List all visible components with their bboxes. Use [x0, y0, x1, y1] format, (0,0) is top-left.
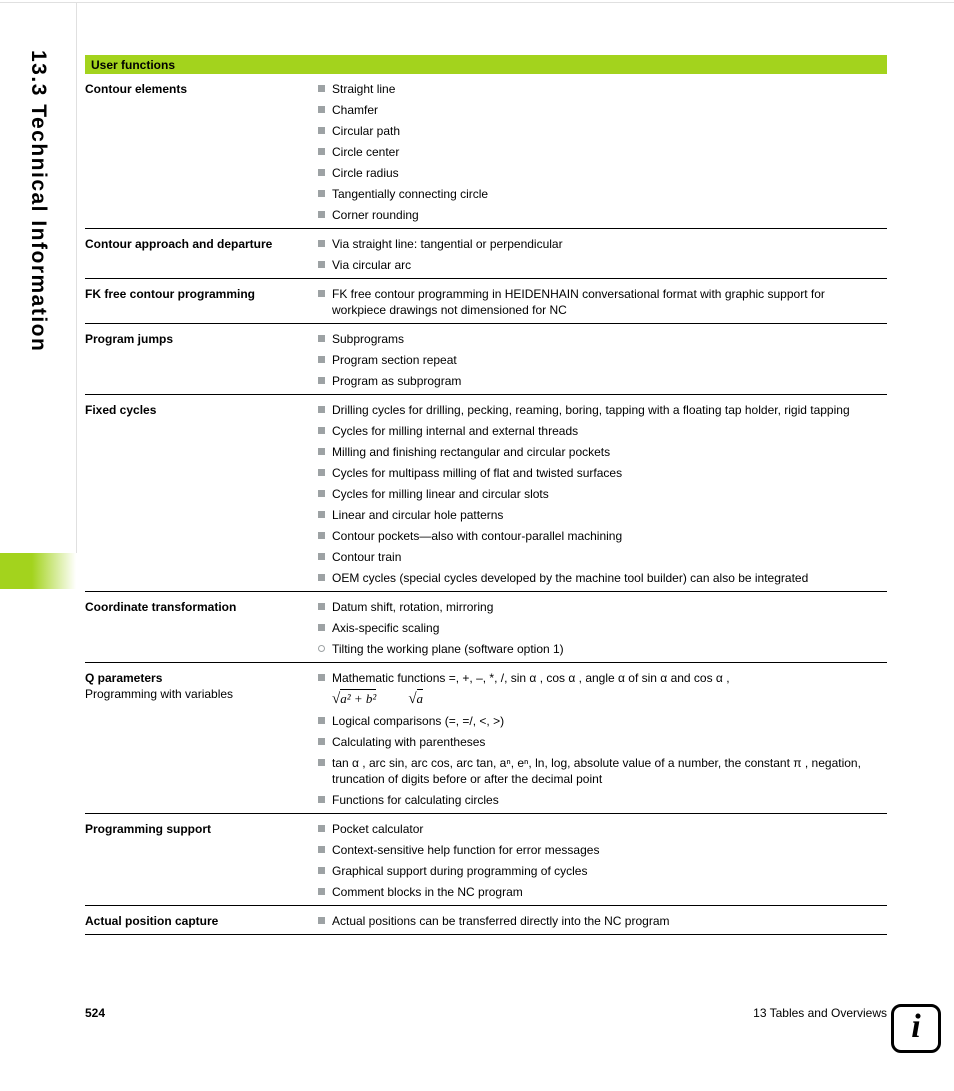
- row-label: [85, 331, 318, 394]
- row-item-list: [318, 821, 887, 905]
- square-bullet-icon: [318, 261, 325, 268]
- list-item-text: FK free contour programming in HEIDENHAIN conversational format with graphic support for workpiece drawings not dimensioned for NC: [332, 287, 825, 317]
- list-item-text: Cycles for milling linear and circular slots: [332, 487, 549, 501]
- list-item: [318, 102, 877, 118]
- list-item-text: Logical comparisons (=, =/, <, >): [332, 714, 505, 728]
- row-label-text: Programming support: [85, 822, 212, 836]
- list-item: [318, 863, 877, 879]
- list-item-text: Via circular arc: [332, 258, 412, 272]
- row-label-text: Fixed cycles: [85, 403, 157, 417]
- row-item-list: [318, 236, 887, 278]
- list-item-text: Subprograms: [332, 332, 405, 346]
- list-item: [318, 331, 877, 347]
- list-item-text: Program as subprogram: [332, 374, 462, 388]
- row-label: [85, 599, 318, 662]
- square-bullet-icon: [318, 290, 325, 297]
- square-bullet-icon: [318, 917, 325, 924]
- table-row: [85, 229, 887, 279]
- sqrt-expressions: [332, 689, 877, 708]
- page-edge-line-top: [0, 2, 954, 3]
- row-label: [85, 286, 318, 323]
- square-bullet-icon: [318, 148, 325, 155]
- square-bullet-icon: [318, 240, 325, 247]
- list-item-text: Milling and finishing rectangular and circular pockets: [332, 445, 611, 459]
- square-bullet-icon: [318, 469, 325, 476]
- list-item-text: Pocket calculator: [332, 822, 424, 836]
- list-item: [318, 670, 877, 686]
- square-bullet-icon: [318, 511, 325, 518]
- page-edge-line-left: [76, 2, 77, 553]
- row-sublabel-text: Programming with variables: [85, 687, 234, 701]
- row-label: [85, 670, 318, 813]
- radical-sign: √: [332, 691, 341, 707]
- list-item-text: Tilting the working plane (software option 1): [332, 642, 564, 656]
- table-row: [85, 74, 887, 229]
- list-item: [318, 913, 877, 929]
- square-bullet-icon: [318, 85, 325, 92]
- square-bullet-icon: [318, 888, 325, 895]
- table-row: [85, 663, 887, 814]
- square-bullet-icon: [318, 190, 325, 197]
- list-item: [318, 486, 877, 502]
- list-item-text: Linear and circular hole patterns: [332, 508, 504, 522]
- list-item-text: Program section repeat: [332, 353, 457, 367]
- sqrt-expression: [408, 691, 423, 706]
- list-item: [318, 373, 877, 389]
- square-bullet-icon: [318, 427, 325, 434]
- table-row: [85, 324, 887, 395]
- square-bullet-icon: [318, 106, 325, 113]
- list-item-text: Mathematic functions =, +, –, *, /, sin α , cos α , angle α of sin α and cos α ,: [332, 671, 730, 685]
- list-item-text: Tangentially connecting circle: [332, 187, 489, 201]
- list-item: [318, 599, 877, 615]
- square-bullet-icon: [318, 169, 325, 176]
- list-item: [318, 352, 877, 368]
- info-icon-glyph: i: [911, 1008, 921, 1045]
- row-item-list: [318, 81, 887, 228]
- table-row: [85, 279, 887, 324]
- list-item: [318, 507, 877, 523]
- square-bullet-icon: [318, 356, 325, 363]
- list-item: [318, 423, 877, 439]
- list-item: [318, 165, 877, 181]
- square-bullet-icon: [318, 759, 325, 766]
- square-bullet-icon: [318, 377, 325, 384]
- row-label: [85, 402, 318, 591]
- square-bullet-icon: [318, 211, 325, 218]
- list-item: [318, 734, 877, 750]
- list-item: [318, 465, 877, 481]
- list-item-text: Contour pockets—also with contour-parallel machining: [332, 529, 623, 543]
- info-icon: [891, 1004, 941, 1053]
- list-item-text: Graphical support during programming of cycles: [332, 864, 588, 878]
- list-item: [318, 186, 877, 202]
- square-bullet-icon: [318, 717, 325, 724]
- square-bullet-icon: [318, 796, 325, 803]
- list-item: [318, 402, 877, 418]
- square-bullet-icon: [318, 127, 325, 134]
- list-item-text: tan α , arc sin, arc cos, arc tan, aⁿ, eⁿ, ln, log, absolute value of a number, the constant π , negation, truncation of digits before or after the decimal point: [332, 756, 861, 786]
- list-item-text: Cycles for multipass milling of flat and twisted surfaces: [332, 466, 623, 480]
- square-bullet-icon: [318, 448, 325, 455]
- chapter-sidebar-title: 13.3 Technical Information: [27, 50, 50, 353]
- row-label: [85, 81, 318, 228]
- list-item: [318, 528, 877, 544]
- square-bullet-icon: [318, 846, 325, 853]
- list-item: [318, 81, 877, 97]
- list-item: [318, 286, 877, 318]
- list-item-text: Context-sensitive help function for error messages: [332, 843, 600, 857]
- radicand: a: [416, 691, 424, 706]
- list-item-text: Datum shift, rotation, mirroring: [332, 600, 494, 614]
- table-row: [85, 592, 887, 663]
- square-bullet-icon: [318, 335, 325, 342]
- list-item-text: Drilling cycles for drilling, pecking, reaming, boring, tapping with a floating tap holder, rigid tapping: [332, 403, 850, 417]
- row-label-text: Contour elements: [85, 82, 188, 96]
- list-item: [318, 821, 877, 837]
- list-item-text: Corner rounding: [332, 208, 419, 222]
- row-label-text: Coordinate transformation: [85, 600, 237, 614]
- list-item: [318, 144, 877, 160]
- list-item-text: Contour train: [332, 550, 402, 564]
- list-item: [318, 842, 877, 858]
- list-item-text: Axis-specific scaling: [332, 621, 440, 635]
- list-item: [318, 257, 877, 273]
- row-label: [85, 913, 318, 934]
- square-bullet-icon: [318, 674, 325, 681]
- chapter-footer-label: 13 Tables and Overviews: [753, 1006, 887, 1020]
- square-bullet-icon: [318, 406, 325, 413]
- list-item: [318, 236, 877, 252]
- square-bullet-icon: [318, 825, 325, 832]
- square-bullet-icon: [318, 738, 325, 745]
- list-item-text: Functions for calculating circles: [332, 793, 499, 807]
- row-label-text: Actual position capture: [85, 914, 219, 928]
- table-row: [85, 814, 887, 906]
- list-item-text: Circle center: [332, 145, 400, 159]
- square-bullet-icon: [318, 490, 325, 497]
- row-item-list: [318, 913, 887, 934]
- table-row: [85, 395, 887, 592]
- list-item: [318, 755, 877, 787]
- row-label-text: FK free contour programming: [85, 287, 256, 301]
- list-item-text: Circular path: [332, 124, 401, 138]
- row-label-text: Q parameters: [85, 671, 163, 685]
- list-item-text: Via straight line: tangential or perpendicular: [332, 237, 563, 251]
- square-bullet-icon: [318, 624, 325, 631]
- row-item-list: [318, 670, 887, 813]
- square-bullet-icon: [318, 603, 325, 610]
- list-item: [318, 444, 877, 460]
- list-item: [318, 641, 877, 657]
- list-item: [318, 884, 877, 900]
- list-item-text: OEM cycles (special cycles developed by the machine tool builder) can also be integrated: [332, 571, 809, 585]
- row-item-list: [318, 402, 887, 591]
- list-item-text: Calculating with parentheses: [332, 735, 486, 749]
- square-bullet-icon: [318, 532, 325, 539]
- row-item-list: [318, 331, 887, 394]
- list-item-text: Actual positions can be transferred directly into the NC program: [332, 914, 670, 928]
- table-rows: [85, 74, 887, 935]
- table-row: [85, 906, 887, 935]
- list-item: [318, 549, 877, 565]
- square-bullet-icon: [318, 574, 325, 581]
- row-item-list: [318, 286, 887, 323]
- square-bullet-icon: [318, 867, 325, 874]
- list-item: [318, 620, 877, 636]
- sqrt-expression: [332, 691, 376, 706]
- radicand: a² + b²: [340, 691, 377, 706]
- radical-sign: √: [408, 691, 417, 707]
- row-label-text: Program jumps: [85, 332, 174, 346]
- table-header: User functions: [85, 55, 887, 74]
- page-number: 524: [85, 1006, 106, 1020]
- list-item: [318, 207, 877, 223]
- square-bullet-icon: [318, 553, 325, 560]
- circle-bullet-icon: [318, 645, 325, 652]
- row-label: [85, 821, 318, 905]
- user-functions-table: [85, 55, 887, 935]
- row-item-list: [318, 599, 887, 662]
- row-label: [85, 236, 318, 278]
- list-item: [318, 570, 877, 586]
- row-label-text: Contour approach and departure: [85, 237, 273, 251]
- list-item: [318, 713, 877, 729]
- list-item-text: Circle radius: [332, 166, 399, 180]
- list-item-text: Straight line: [332, 82, 396, 96]
- list-item-text: Chamfer: [332, 103, 379, 117]
- list-item-text: Cycles for milling internal and external threads: [332, 424, 579, 438]
- list-item-text: Comment blocks in the NC program: [332, 885, 523, 899]
- list-item: [318, 123, 877, 139]
- chapter-index-tab: [0, 553, 76, 589]
- list-item: [318, 792, 877, 808]
